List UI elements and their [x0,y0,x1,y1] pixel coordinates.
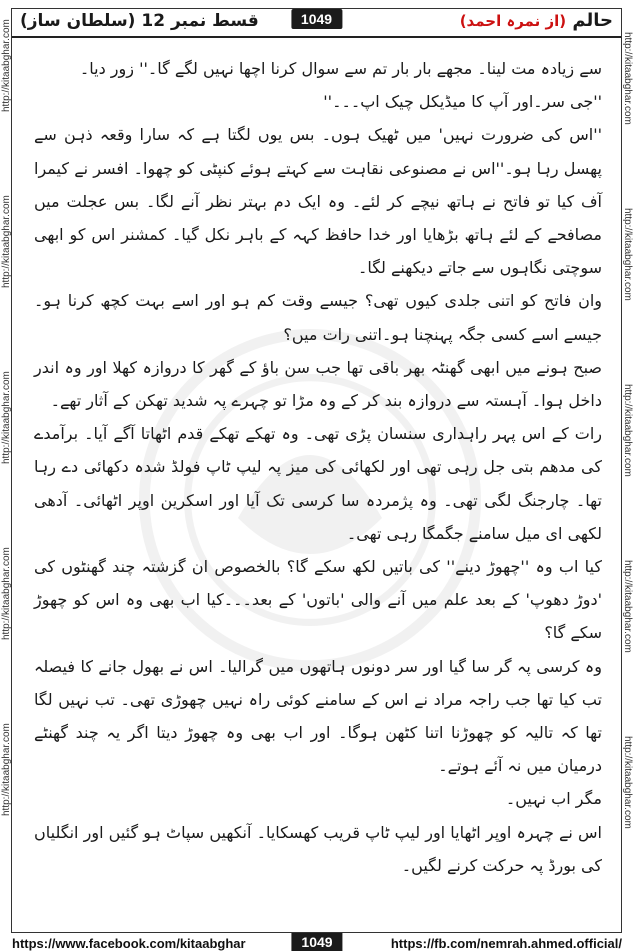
page-body [34,52,602,875]
side-url-left: http://kitaabghar.com [1,371,12,464]
paragraph: ''جی سر۔اور آپ کا میڈیکل چیک اپ۔۔۔'' [323,92,602,112]
paragraph: ''اس کی ضرورت نہیں' میں ٹھیک ہوں۔ بس یوں لگتا ہے کہ سارا وقعہ ذہن سے پھسل رہا ہو۔''اس نے مصنوعی نقاہت سے کہتے ہوئے کنپٹی کو چھوا۔ افسر نے کیمرا آف کیا تو فاتح نے ہاتھ نیچے کر لئے۔ وہ ایک دم بہتر نظر آنے لگا۔ بس عجلت میں مصافحے کے لئے ہاتھ بڑھایا اور خدا حافظ کہہ کے باہر نکل گیا۔ کمشنر اس کو ابھی سوچتی نگاہوں سے جاتے دیکھنے لگا۔ [34,125,602,278]
side-url-right: http://kitaabghar.com [622,384,633,477]
paragraph: وہ کرسی پہ گر سا گیا اور سر دونوں ہاتھوں میں گرالیا۔ اس نے بھول جانے کا فیصلہ تب کیا تھا جب راجہ مراد نے اس کے سامنے کوئی راہ نہیں چھوڑی تھی۔ تب نہیں لگا تھا کہ تالیہ کو چھوڑنا اتنا کٹھن ہوگا۔ اور اب بھی وہ چھوڑ دیتا اگر یہ چند گھنٹے درمیان میں نہ آئے ہوتے۔ [34,656,602,776]
paragraph: مگر اب نہیں۔ [505,789,602,809]
facebook-link[interactable]: https://www.facebook.com/kitaabghar [12,936,246,951]
side-url-left: http://kitaabghar.com [1,19,12,112]
paragraph: رات کے اس پہر راہداری سنسان پڑی تھی۔ وہ تھکے تھکے قدم اٹھاتا آگے آیا۔ برآمدے کی مدھم بتی جل رہی تھی اور لکھائی کی میز پہ لیپ ٹاپ فولڈ شدہ دکھائی دے رہا تھا۔ چارجنگ لگی تھی۔ وہ پژمردہ سا کرسی تک آیا اور اسکرین اوپر اٹھائی۔ آدھی لکھی ای میل سامنے جگمگا رہی تھی۔ [34,424,602,543]
side-url-right: http://kitaabghar.com [622,560,633,653]
header-page-number: 1049 [291,9,342,29]
novel-title: حالم [572,10,613,31]
paragraph: اس نے چہرہ اوپر اٹھایا اور لیپ ٹاپ قریب کھسکایا۔ آنکھیں سپاٹ ہو گئیں اور انگلیاں کی بورڈ پہ حرکت کرنے لگیں۔ [34,822,602,875]
side-url-left: http://kitaabghar.com [1,547,12,640]
title-block [460,10,613,31]
side-url-right: http://kitaabghar.com [622,208,633,301]
episode-label: قسط نمبر 12 (سلطان ساز) [20,11,259,31]
side-url-right: http://kitaabghar.com [622,736,633,829]
author-fb-link[interactable]: https://fb.com/nemrah.ahmed.official/ [390,936,622,951]
paragraph: سے زیادہ مت لینا۔ مجھے بار بار تم سے سوال کرنا اچھا نہیں لگے گا۔'' زور دیا۔ [79,59,602,78]
page-header [12,9,621,35]
side-url-left: http://kitaabghar.com [1,195,12,288]
footer-page-number: 1049 [291,933,342,951]
paragraph: صبح ہونے میں ابھی گھنٹہ بھر باقی تھا جب سن باؤ کے گھر کا دروازہ کھلا اور وہ اندر داخل ہوا۔ آہستہ سے دروازہ بند کر کے وہ مڑا تو چہرے پہ شدید تھکن کے آثار تھے۔ [34,357,602,411]
paragraph: کیا اب وہ ''چھوڑ دینے'' کی باتیں لکھ سکے گا؟ بالخصوص ان گزشتہ چند گھنٹوں کی 'دوڑ دھوپ' کے بعد علم میں آنے والی 'باتوں' کے بعد۔۔۔کیا اب بھی وہ اس کو چھوڑ سکے گا؟ [34,557,602,643]
author-name: (از نمرہ احمد) [459,12,567,30]
header-divider [12,36,621,38]
side-url-right: http://kitaabghar.com [622,32,633,125]
side-url-left: http://kitaabghar.com [1,723,12,816]
paragraph: وان فاتح کو اتنی جلدی کیوں تھی؟ جیسے وقت کم ہو اور اسے بہت کچھ کرنا ہو۔ جیسے اسے کسی جگہ پہنچنا ہو۔اتنی رات میں؟ [34,291,602,344]
page-footer [0,933,634,949]
